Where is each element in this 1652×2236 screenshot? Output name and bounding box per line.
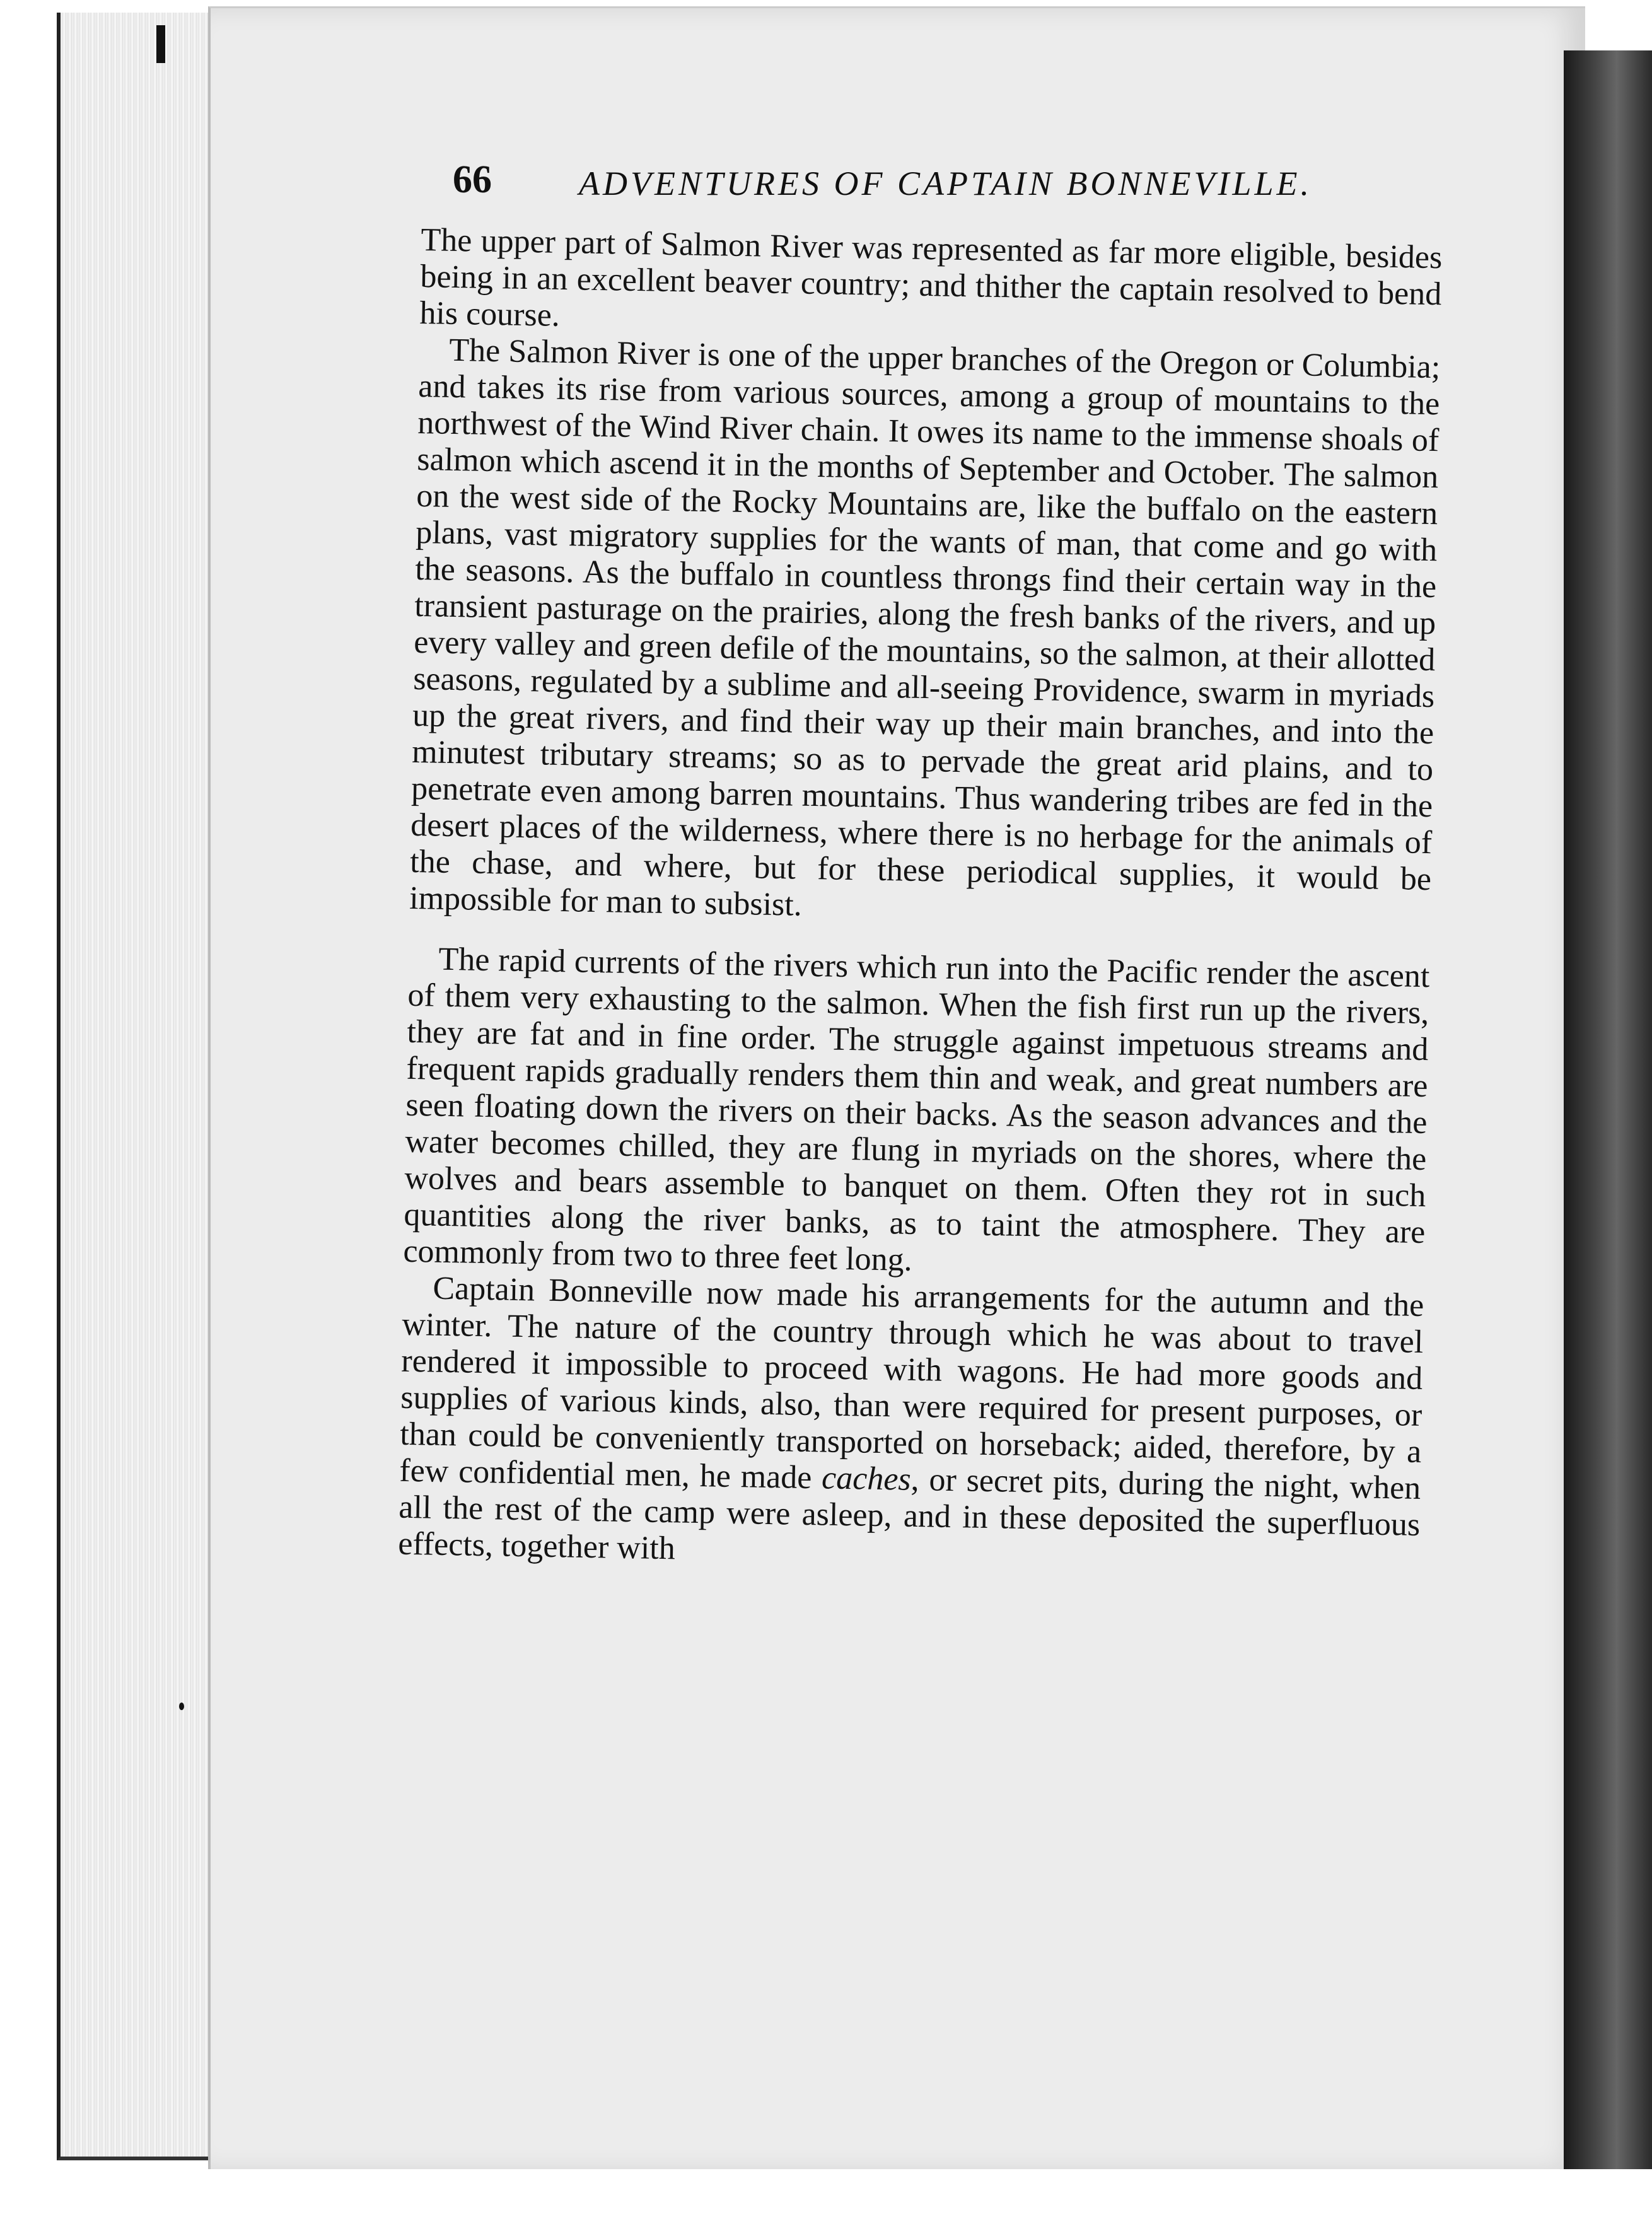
page-number: 66 <box>453 158 492 201</box>
body-text <box>398 222 1443 1580</box>
paragraph-4-italic: caches <box>821 1460 912 1498</box>
paragraph-4-text-b: , or secret pits, during the night, when all the rest of the camp were asleep, and in these deposited the superfluous effects, together with <box>397 1461 1421 1567</box>
spine-mark <box>156 25 165 63</box>
paragraph-4-text-a: Captain Bonneville now made his arrangements for the autumn and the winter. The nature of the country through which he was about to travel rendered it impossible to proceed with wagons. He had more goods and supplies of various kinds, also, than were required for present purposes, or than could be conveniently transported on horseback; aided, therefore, by a few confidential men, he made <box>398 1270 1424 1496</box>
paragraph-1: The upper part of Salmon River was represented as far more eligible, besides being in an excellent beaver country; and thither the captain resolved to bend his course. <box>419 222 1443 334</box>
margin-speck <box>179 1703 184 1710</box>
running-head: ADVENTURES OF CAPTAIN BONNEVILLE. <box>579 165 1312 202</box>
paragraph-4 <box>398 1270 1424 1580</box>
paragraph-2: The Salmon River is one of the upper branches of the Oregon or Columbia; and takes its rise from various sources, among a group of mountains to the northwest of the Wind River chain. It owes its name to the immense shoals of salmon which ascend it in the months of September and October. The salmon on the west side of the Rocky Mountains are, like the buffalo on the eastern plans, vast migratory supplies for the wants of man, that come and go with the seasons. As the buffalo in countless throngs find their certain way in the transient pasturage on the prairies, along the fresh banks of the rivers, and up every valley and green defile of the mountains, so the salmon, at their allotted seasons, regulated by a sublime and all-seeing Providence, swarm in myriads up the great rivers, and find their way up their main branches, and into the minutest tributary streams; so as to pervade the great arid plains, and to penetrate even among barren mountains. Thus wandering tribes are fed in the desert places of the wilderness, where there is no herbage for the animals of the chase, and where, but for these periodical supplies, it would be impossible for man to subsist. <box>409 332 1441 923</box>
paragraph-3: The rapid currents of the rivers which run into the Pacific render the ascent of them very exhausting to the salmon. When the fish first run up the rivers, they are fat and in fine order. The struggle against impetuous streams and frequent rapids gradually renders them thin and weak, and great numbers are seen floating down the rivers on their backs. As the season advances and the water becomes chilled, they are flung in myriads on the shores, where the wolves and bears assemble to banquet on them. Often they rot in such quantities along the river banks, as to taint the atmosphere. They are commonly from two to three feet long. <box>403 941 1430 1278</box>
binding-shadow <box>1564 50 1652 2194</box>
scan-bottom-margin <box>0 2169 1652 2236</box>
page-header <box>453 151 1348 208</box>
